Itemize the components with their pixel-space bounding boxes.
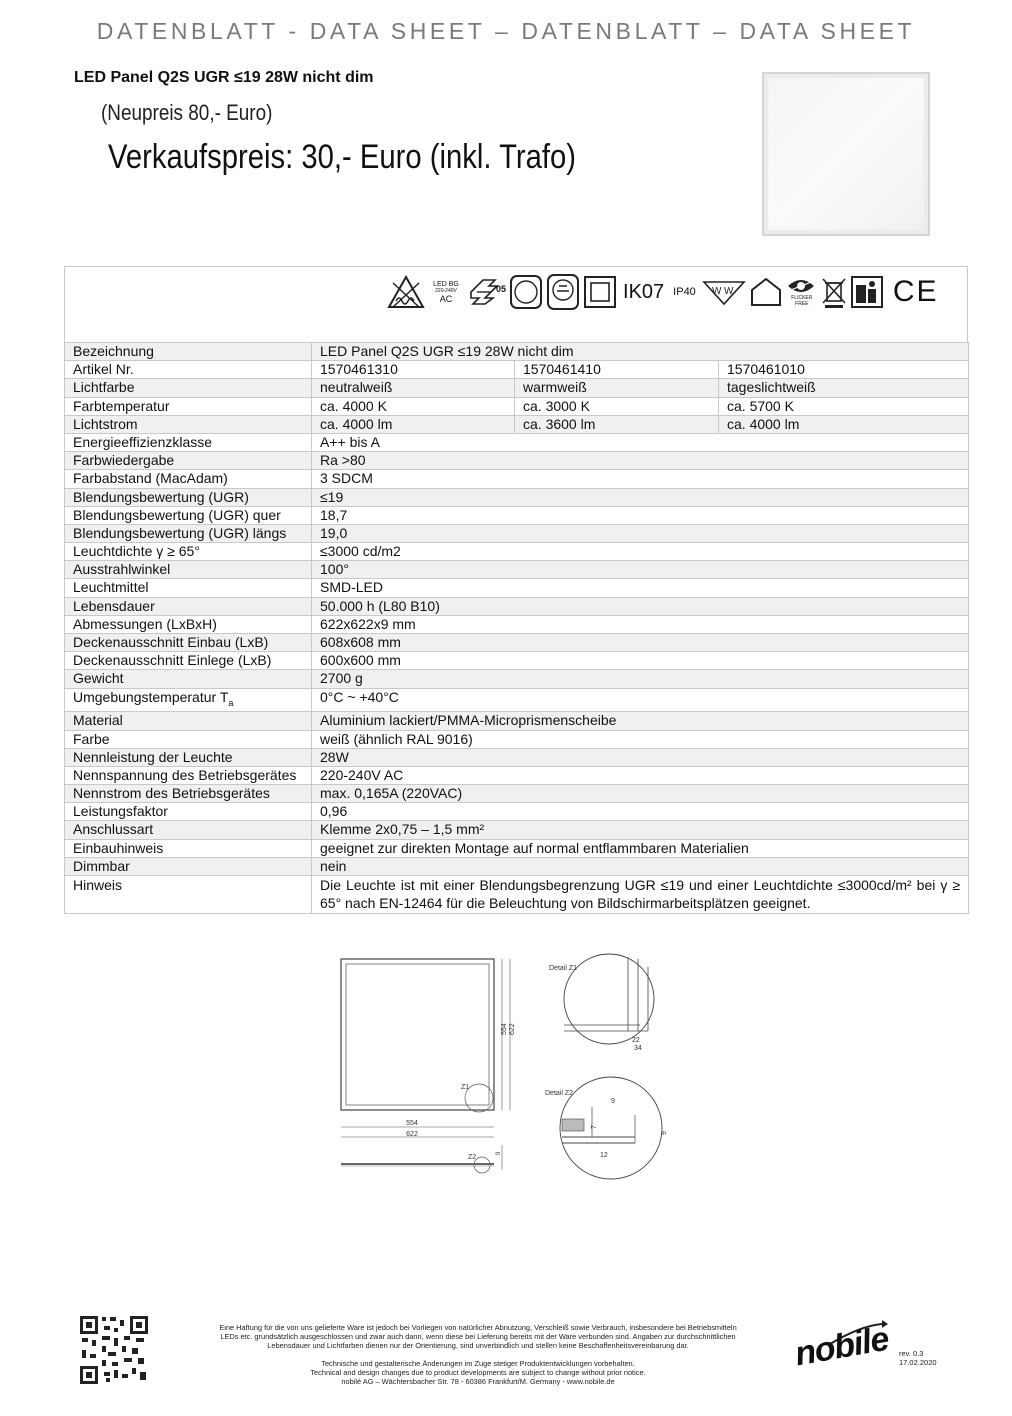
flicker-text: FLICKER bbox=[791, 295, 813, 301]
spec-label-text: Blendungsbewertung (UGR) längs bbox=[73, 524, 287, 541]
spec-value: tageslichtweiß bbox=[719, 379, 969, 397]
weee-bin-icon bbox=[821, 275, 847, 309]
dim-7: 7 bbox=[591, 1125, 598, 1129]
spec-label bbox=[65, 506, 312, 524]
free-text: FREE bbox=[795, 301, 809, 307]
spec-value: 19,0 bbox=[312, 524, 969, 542]
spec-value: 1570461410 bbox=[515, 361, 719, 379]
footer-line-6: nobilé AG – Wächtersbacher Str. 78 - 60386 Frankfurt/M. Germany - www.nobile.de bbox=[341, 1377, 615, 1386]
ip40-rating: IP40 bbox=[673, 286, 696, 298]
spec-value: ca. 5700 K bbox=[719, 397, 969, 415]
side-view bbox=[341, 1145, 502, 1173]
spec-label bbox=[65, 615, 312, 633]
front-view bbox=[341, 959, 516, 1138]
hinweis-row bbox=[65, 876, 969, 914]
spec-value: 100° bbox=[312, 561, 969, 579]
spec-value: 2700 g bbox=[312, 670, 969, 688]
spec-label-text: Farbtemperatur bbox=[73, 397, 170, 414]
spec-value: geeignet zur direkten Montage auf normal entflammbaren Materialien bbox=[312, 839, 969, 857]
hinweis-text: Die Leuchte ist mit einer Blendungsbegrenzung UGR ≤19 und einer Leuchtdichte ≤3000cd/m² bei γ ≥ 65° nach EN-12464 für die Beleuchtung von Bildschirmarbeitsplätzen geeignet. bbox=[312, 876, 969, 914]
footer-line-4: Technische und gestalterische Änderungen im Zuge stetiger Produktentwicklungen vorbehalten. bbox=[321, 1359, 635, 1368]
spec-row bbox=[65, 803, 969, 821]
spec-label-text: Lichtstrom bbox=[73, 415, 138, 432]
svg-text:W: W bbox=[711, 286, 722, 297]
spec-table-body bbox=[65, 343, 969, 914]
voltage-text: 220-240V bbox=[435, 287, 457, 294]
spec-row bbox=[65, 821, 969, 839]
spec-label-text: Farbwiedergabe bbox=[73, 452, 175, 469]
no-thermal-insulation-icon bbox=[387, 275, 425, 309]
spec-label bbox=[65, 452, 312, 470]
spec-label-text: Dimmbar bbox=[73, 857, 130, 874]
spec-value: ca. 4000 lm bbox=[312, 415, 515, 433]
spec-label bbox=[65, 415, 312, 433]
spec-label bbox=[65, 397, 312, 415]
spec-row bbox=[65, 785, 969, 803]
ce-mark: CE bbox=[892, 275, 939, 308]
spec-label bbox=[65, 766, 312, 784]
spec-value: 608x608 mm bbox=[312, 634, 969, 652]
spec-label-text: Blendungsbewertung (UGR) quer bbox=[73, 506, 281, 523]
spec-label-text: Leuchtdichte γ ≥ 65° bbox=[73, 543, 200, 560]
spec-label-text: Farbe bbox=[73, 730, 110, 747]
flicker-free-icon bbox=[786, 277, 818, 307]
hinweis-label: Hinweis bbox=[65, 876, 312, 914]
spec-row bbox=[65, 379, 969, 397]
spec-label-text: Nennleistung der Leuchte bbox=[73, 748, 233, 765]
spec-label-text: Blendungsbewertung (UGR) bbox=[73, 488, 249, 505]
spec-value: 3 SDCM bbox=[312, 470, 969, 488]
led-bg-icon bbox=[428, 281, 464, 304]
spec-label bbox=[65, 803, 312, 821]
detail-z1 bbox=[549, 954, 654, 1052]
spec-value: weiß (ähnlich RAL 9016) bbox=[312, 730, 969, 748]
installer-manual-icon bbox=[850, 275, 884, 309]
spec-label bbox=[65, 712, 312, 730]
spec-label bbox=[65, 634, 312, 652]
spec-label-text: Abmessungen (LxBxH) bbox=[73, 615, 217, 632]
detail-z2 bbox=[545, 1077, 668, 1179]
spec-label bbox=[65, 857, 312, 875]
spec-row bbox=[65, 652, 969, 670]
spec-label-text: Energieeffizienzklasse bbox=[73, 433, 213, 450]
led-bg-text: LED BG bbox=[433, 280, 459, 288]
spec-value: Aluminium lackiert/PMMA-Microprismenscheibe bbox=[312, 712, 969, 730]
ac-text: AC bbox=[439, 293, 453, 304]
spec-value: neutralweiß bbox=[312, 379, 515, 397]
spec-label-subscript: a bbox=[228, 697, 234, 708]
spec-label-text: Deckenausschnitt Einbau (LxB) bbox=[73, 634, 269, 650]
spec-value: 0,96 bbox=[312, 803, 969, 821]
spec-row bbox=[65, 670, 969, 688]
spec-label-text: Deckenausschnitt Einlege (LxB) bbox=[73, 652, 272, 669]
spec-row bbox=[65, 506, 969, 524]
spec-row bbox=[65, 766, 969, 784]
dim-22: 22 bbox=[632, 1037, 640, 1044]
spec-value: SMD-LED bbox=[312, 579, 969, 597]
z1-label: Z1 bbox=[461, 1084, 470, 1091]
spec-label bbox=[65, 597, 312, 615]
spec-label bbox=[65, 488, 312, 506]
spec-row bbox=[65, 597, 969, 615]
spec-row bbox=[65, 634, 969, 652]
dim-554-vertical: 554 bbox=[501, 1023, 508, 1035]
spec-label bbox=[65, 343, 312, 361]
spec-row bbox=[65, 615, 969, 633]
detail-z2-label: Detail Z2 bbox=[545, 1090, 574, 1097]
certification-icons bbox=[387, 271, 939, 313]
spec-label bbox=[65, 543, 312, 561]
spec-label-text: Leistungsfaktor bbox=[73, 803, 168, 820]
dim-34: 34 bbox=[634, 1045, 642, 1052]
bulb-replaceable-icon bbox=[546, 273, 580, 311]
spec-label-text: Lebensdauer bbox=[73, 597, 155, 614]
spec-label bbox=[65, 839, 312, 857]
spec-row bbox=[65, 561, 969, 579]
spec-value: 622x622x9 mm bbox=[312, 615, 969, 633]
spec-row bbox=[65, 343, 969, 361]
spec-row bbox=[65, 712, 969, 730]
footer-line-1: Eine Haftung für die von uns gelieferte Ware ist jedoch bei Vorliegen von natürlicher Abnutzung, Verschleiß sowie Verbrauch, insbesondere bei Betriebsmitteln bbox=[219, 1323, 737, 1332]
spec-row bbox=[65, 415, 969, 433]
spec-row bbox=[65, 730, 969, 748]
footer-line-3: Lebensdauer und Lichtfarben dienen nur der Orientierung, sind unverbindlich und stellen keine Beschaffenheitsvereinbarung dar. bbox=[267, 1341, 689, 1350]
spec-label bbox=[65, 524, 312, 542]
revision-date: 17.02.2020 bbox=[899, 1358, 937, 1367]
spec-row bbox=[65, 839, 969, 857]
spec-label bbox=[65, 652, 312, 670]
old-price: (Neupreis 80,- Euro) bbox=[101, 100, 273, 125]
nobile-logo: nobile bbox=[792, 1319, 892, 1374]
dim-9-top: 9 bbox=[611, 1098, 615, 1105]
spec-value: ca. 4000 lm bbox=[719, 415, 969, 433]
product-image bbox=[762, 72, 930, 236]
spec-value: warmweiß bbox=[515, 379, 719, 397]
spec-value: 1570461310 bbox=[312, 361, 515, 379]
spec-row bbox=[65, 688, 969, 712]
spec-value: Ra >80 bbox=[312, 452, 969, 470]
spec-label-text: Ausstrahlwinkel bbox=[73, 561, 171, 578]
spec-row bbox=[65, 361, 969, 379]
dim-554-horizontal: 554 bbox=[406, 1120, 418, 1127]
spec-label-text: Anschlussart bbox=[73, 821, 154, 838]
spec-label bbox=[65, 379, 312, 397]
spec-value: 18,7 bbox=[312, 506, 969, 524]
dim-622-vertical: 622 bbox=[509, 1023, 516, 1035]
spec-label-text: Gewicht bbox=[73, 670, 124, 687]
spec-row bbox=[65, 748, 969, 766]
protection-class-icon bbox=[509, 274, 543, 310]
spec-label-text: Farbabstand (MacAdam) bbox=[73, 470, 228, 487]
page-header-title: DATENBLATT - DATA SHEET – DATENBLATT – DATA SHEET bbox=[96, 18, 916, 44]
svg-text:W: W bbox=[723, 286, 734, 297]
qr-code bbox=[78, 1314, 150, 1386]
spec-value: 220-240V AC bbox=[312, 766, 969, 784]
spec-label-text: Nennstrom des Betriebsgerätes bbox=[73, 785, 270, 802]
spec-row bbox=[65, 470, 969, 488]
footer-disclaimer bbox=[175, 1323, 781, 1386]
spec-value: nein bbox=[312, 857, 969, 875]
spec-label-text: Einbauhinweis bbox=[73, 839, 164, 856]
indoor-use-icon bbox=[749, 277, 783, 307]
spec-value: ≤3000 cd/m2 bbox=[312, 543, 969, 561]
detail-z1-label: Detail Z1 bbox=[549, 965, 578, 972]
spec-label-text: Umgebungstemperatur T bbox=[73, 688, 229, 705]
spec-label-text: Lichtfarbe bbox=[73, 379, 135, 396]
dim-622-horizontal: 622 bbox=[406, 1131, 418, 1138]
spec-label bbox=[65, 821, 312, 839]
spec-row bbox=[65, 488, 969, 506]
dim-9-right: 9 bbox=[661, 1131, 668, 1135]
spec-row bbox=[65, 397, 969, 415]
spec-label-text: Material bbox=[73, 712, 123, 729]
pct-class-text: 05 bbox=[496, 284, 507, 294]
spec-row bbox=[65, 433, 969, 451]
spec-label bbox=[65, 688, 312, 712]
certification-icon-box bbox=[64, 266, 968, 342]
spec-value: Klemme 2x0,75 – 1,5 mm² bbox=[312, 821, 969, 839]
spec-value: 0°C ~ +40°C bbox=[312, 688, 969, 712]
spec-label bbox=[65, 361, 312, 379]
spec-label bbox=[65, 785, 312, 803]
class-two-icon bbox=[583, 275, 617, 309]
spec-label-text: Artikel Nr. bbox=[73, 361, 134, 378]
spec-label bbox=[65, 748, 312, 766]
spec-value: 1570461010 bbox=[719, 361, 969, 379]
ww-mark-icon bbox=[702, 278, 746, 306]
footer-line-2: LEDs etc. grundsätzlich ausgeschlossen und zwar auch dann, wenn diese bei Lieferung bereits mit der Ware verbunden sind. Angaben zur durchschnittlichen bbox=[220, 1332, 736, 1341]
technical-drawing bbox=[330, 945, 690, 1190]
sale-price: Verkaufspreis: 30,- Euro (inkl. Trafo) bbox=[108, 138, 577, 176]
spec-row bbox=[65, 543, 969, 561]
spec-label bbox=[65, 579, 312, 597]
spec-value: ca. 3000 K bbox=[515, 397, 719, 415]
spec-row bbox=[65, 452, 969, 470]
dim-9-side: 9 bbox=[496, 1151, 502, 1155]
spec-value: 28W bbox=[312, 748, 969, 766]
spec-label bbox=[65, 670, 312, 688]
spec-label bbox=[65, 470, 312, 488]
z2-label: Z2 bbox=[468, 1154, 477, 1161]
spec-table bbox=[64, 342, 969, 914]
spec-row bbox=[65, 524, 969, 542]
spec-value: ≤19 bbox=[312, 488, 969, 506]
dim-12: 12 bbox=[600, 1152, 608, 1159]
spec-value: A++ bis A bbox=[312, 433, 969, 451]
spec-label-text: Nennspannung des Betriebsgerätes bbox=[73, 766, 297, 783]
spec-row bbox=[65, 857, 969, 875]
spec-value: LED Panel Q2S UGR ≤19 28W nicht dim bbox=[312, 343, 969, 361]
revision-info bbox=[899, 1349, 937, 1367]
spec-value: max. 0,165A (220VAC) bbox=[312, 785, 969, 803]
spec-row bbox=[65, 579, 969, 597]
spec-value: ca. 3600 lm bbox=[515, 415, 719, 433]
spec-value: 50.000 h (L80 B10) bbox=[312, 597, 969, 615]
product-title: LED Panel Q2S UGR ≤19 28W nicht dim bbox=[74, 69, 374, 86]
spec-value: 600x600 mm bbox=[312, 652, 969, 670]
spec-label-text: Bezeichnung bbox=[73, 343, 154, 359]
revision-number: rev. 0.3 bbox=[899, 1349, 924, 1358]
eye-icon bbox=[786, 277, 816, 295]
spec-label-text: Leuchtmittel bbox=[73, 579, 149, 596]
spec-label bbox=[65, 730, 312, 748]
spec-label bbox=[65, 561, 312, 579]
footer-line-5: Technical and design changes due to product developments are subject to change without prior notice. bbox=[310, 1368, 646, 1377]
spec-value: ca. 4000 K bbox=[312, 397, 515, 415]
ik07-rating: IK07 bbox=[623, 280, 665, 303]
spec-label bbox=[65, 433, 312, 451]
